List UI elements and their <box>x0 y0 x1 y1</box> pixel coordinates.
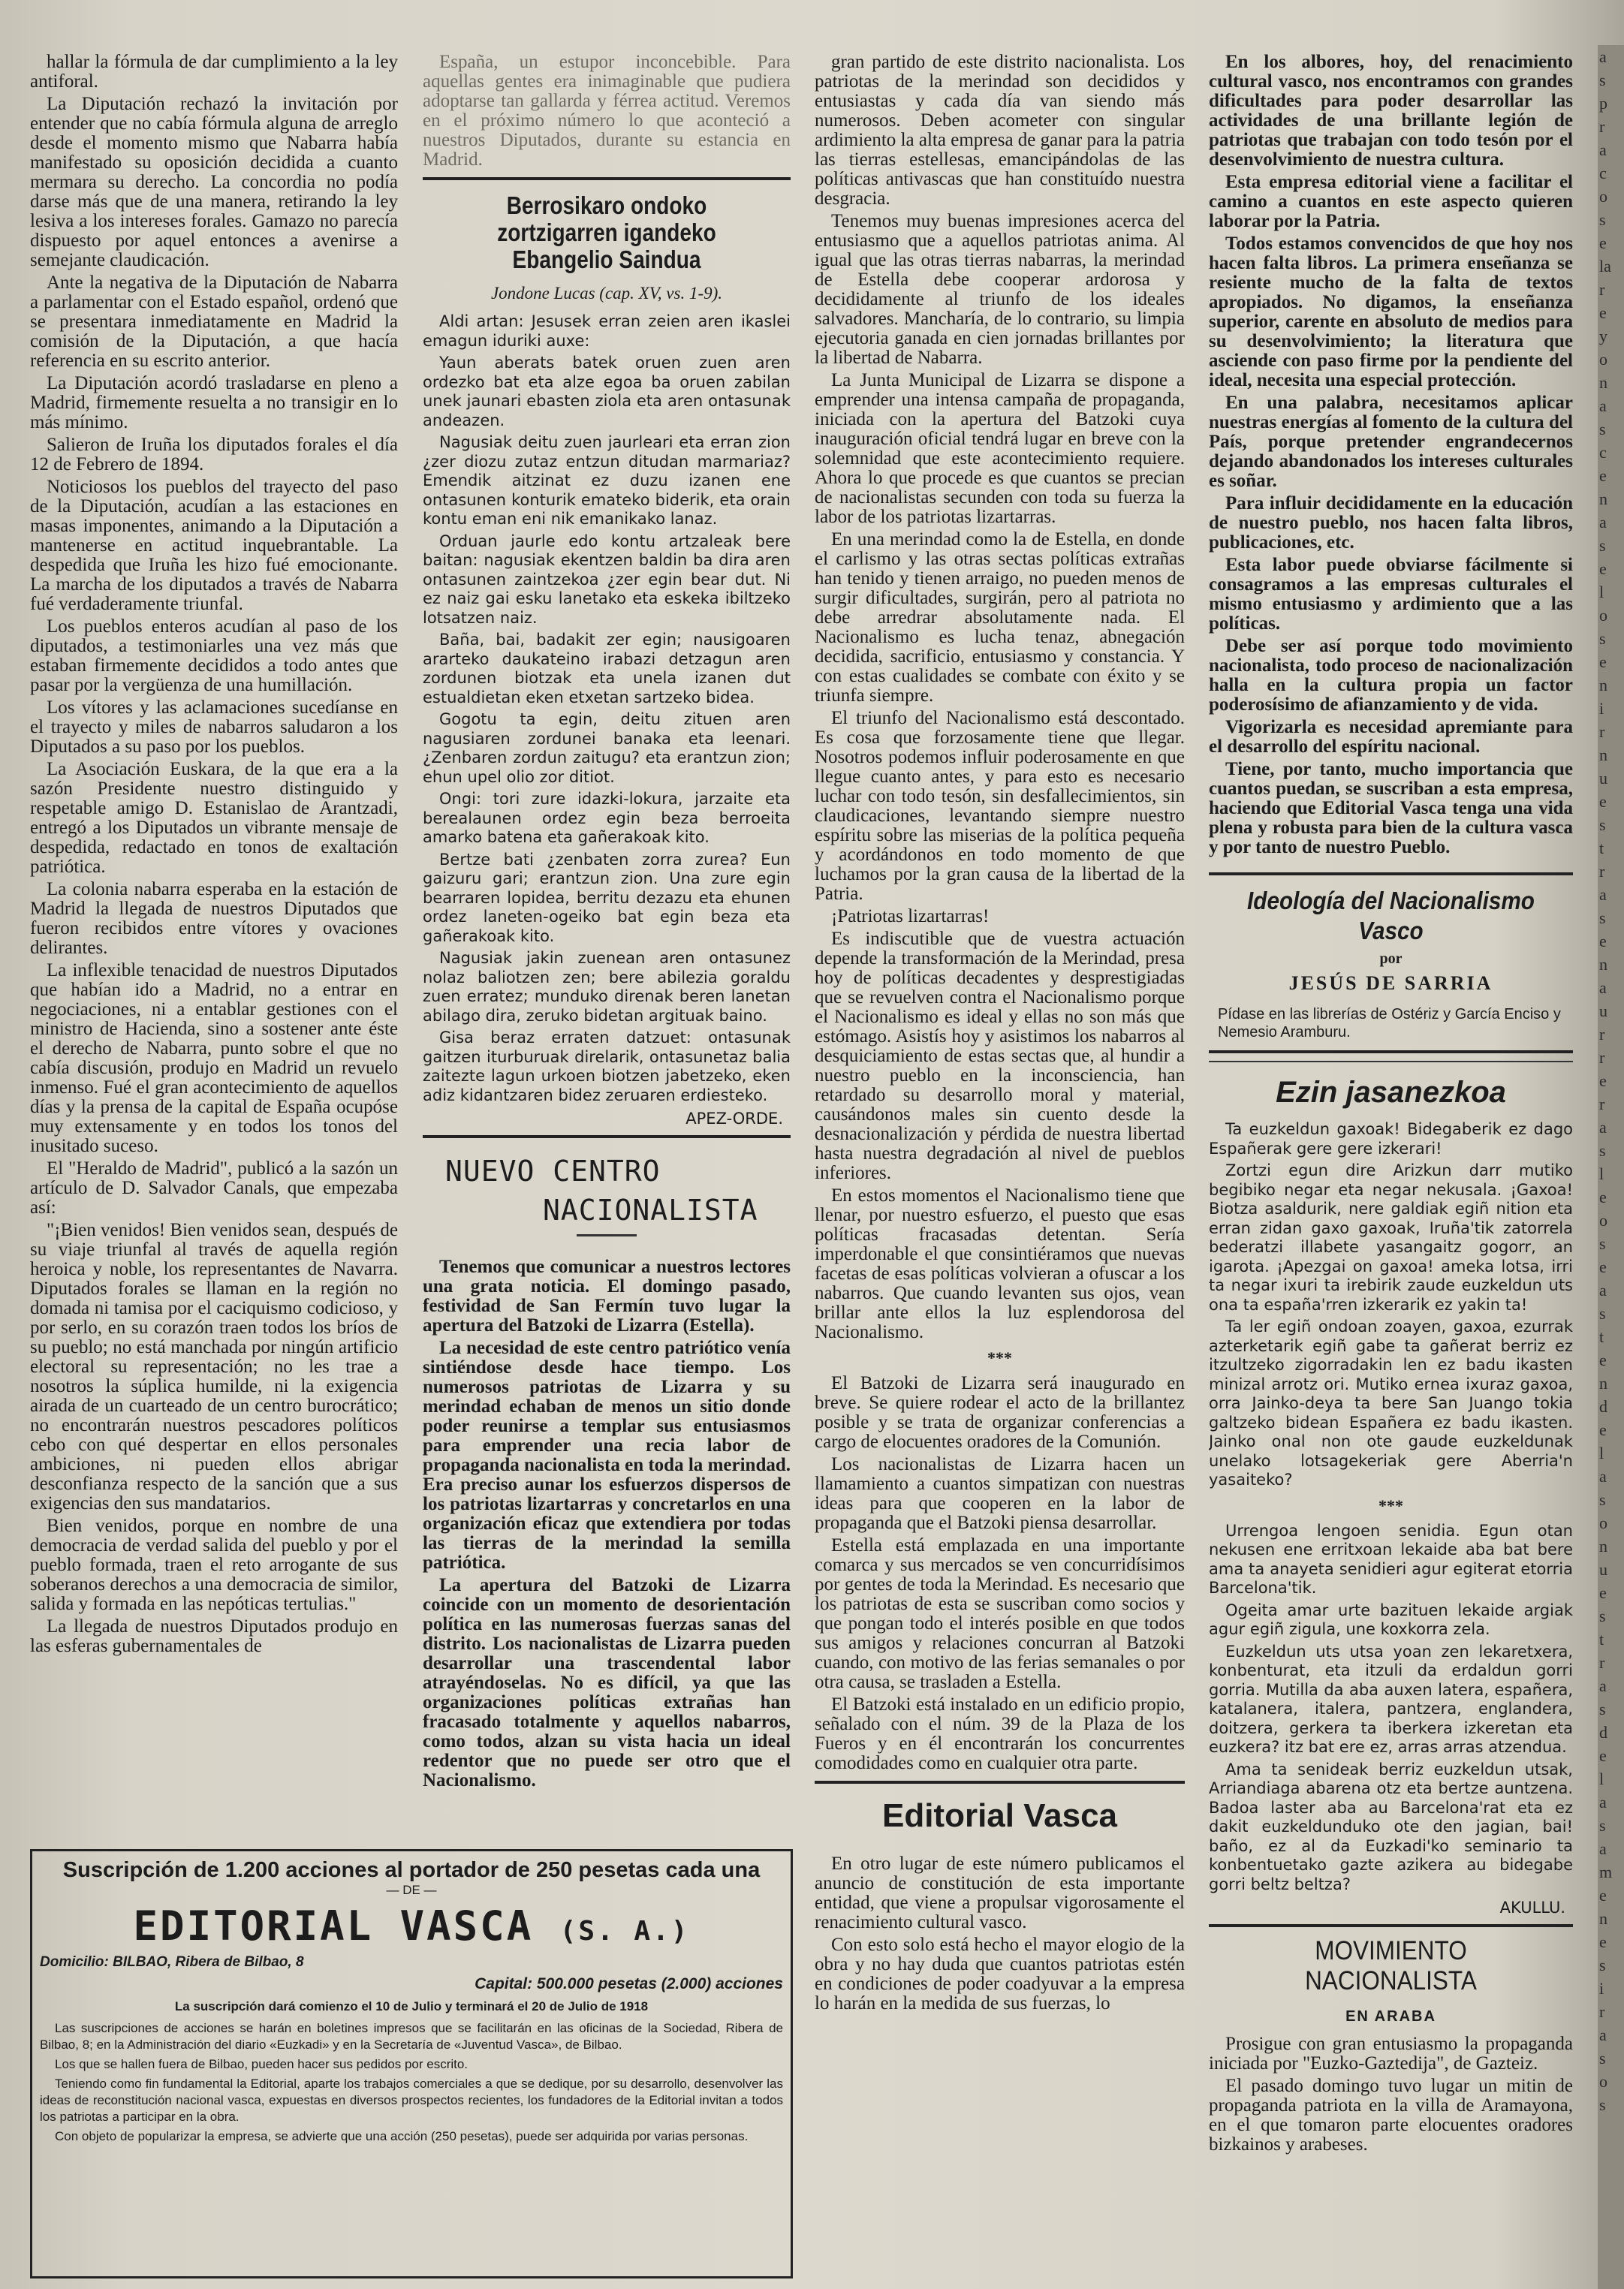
gospel-paragraph: Gisa beraz erraten datzuet: ontasunak gaitzen iturburuak direlarik, ontasunetaz balia zaitezte lagun urkoen biotzen jabetzeko, eken adiz kidantzaren bidez zeruaren erdiesteko. <box>423 1029 791 1104</box>
gospel-paragraph: Nagusiak jakin zuenean aren ontasunez nolaz baliotzen zen; bere abilezia goraldu zuen erratez; munduko direnak beren lanetan abilago dira, zeruko bidetan argituak baino. <box>423 949 791 1025</box>
gospel-signature: APEZ-ORDE. <box>685 1110 783 1128</box>
section-stars: *** <box>987 1348 1012 1367</box>
edge-letter: r <box>1599 1048 1605 1067</box>
edge-letter: a <box>1599 513 1607 532</box>
edge-letter: o <box>1599 606 1607 625</box>
article-paragraph: El triunfo del Nacionalismo está descontado. Es cosa que forzosamente tiene que llegar. Nosotros podemos influir poderosamente en que llegue cuanto antes, y para esto es necesario luchar con todo tesón, sin desfallecimientos, sin claudicaciones, levantando siempre nuestro espíritu sobre las miserias de la política pequeña y acordándonos en todo momento de que luchamos por la gran causa de la libertad de la Patria. <box>815 708 1185 904</box>
edge-letter: n <box>1599 745 1607 764</box>
article-paragraph: El Batzoki está instalado en un edificio propio, señalado con el núm. 39 de la Plaza de los Fueros y en él encontrarán los concurrentes comodidades como en cualquier otra parte. <box>815 1694 1185 1773</box>
edge-letter: s <box>1599 1700 1606 1718</box>
edge-letter: d <box>1599 1723 1607 1742</box>
edge-letter: r <box>1599 280 1605 299</box>
article-paragraph: Noticiosos los pueblos del trayecto del paso de la Diputación, acudían a las estaciones en masas imponentes, animando a la Diputación a mantenerse en actitud inquebrantable. La despedida que Iruña les hizo fué emocionante. La marcha de los diputados a través de Nabarra fué verdaderamente triunfal. <box>30 477 398 614</box>
edge-letter: s <box>1599 2049 1606 2068</box>
edge-letter: e <box>1599 1188 1607 1206</box>
gospel-paragraph: Nagusiak deitu zuen jaurleari eta erran zion ¿zer diozu zutaz entzun ditudan marmariaz? Emendik aitzinat ez duzu izanen ene ontasunen konturik emateko biderik, eta orain kontu eman eni nik emanikako lanaz. <box>423 433 791 528</box>
edge-letter: e <box>1599 1886 1607 1905</box>
edge-letter: i <box>1599 699 1604 718</box>
ad-domicile: Domicilio: BILBAO, Ribera de Bilbao, 8 <box>40 1954 304 1970</box>
ideologia-advertisement <box>1209 872 1573 1053</box>
column-4 <box>1209 53 1573 2282</box>
edge-letter: a <box>1599 2025 1607 2044</box>
edge-letter: a <box>1599 1793 1607 1812</box>
ad-note: Los que se hallen fuera de Bilbao, pueden hacer sus pedidos por escrito. <box>55 2057 469 2071</box>
article-paragraph: Debe ser así porque todo movimiento nacionalista, todo proceso de nacionalización halla en la cultura propia un factor poderosísimo de afianzamiento y de vida. <box>1209 636 1573 715</box>
article-paragraph: "¡Bien venidos! Bien venidos sean, después de su viaje triunfal al través de aquella región heroica y noble, los representantes de Navarra. Diputados forales se llaman en la región no domada ni tamisa por el caciquismo codicioso, y por serlo, en su corazón traen todos los bríos de su pueblo; no está manchada por ningún artificio electoral su representación; no les trae a nosotros la súplica humilde, ni la exigencia airada de un cuarteado de un centro burocrático; no encontrarán nuestros pescadores políticos cebo con qué despertar en ellos personales ambiciones, ni pueden ellos abrigar desconfianza respecto de la sanción que a sus exigencias den sus mandatarios. <box>30 1220 398 1513</box>
edge-letter: n <box>1599 1374 1607 1393</box>
section-stars: *** <box>1378 1495 1403 1515</box>
article-paragraph: En una merindad como la de Estella, en donde el carlismo y las otras sectas políticas extrañas han tenido y tienen arraigo, no pueden menos de surgir dificultades, surgirán, pero al patriota no debe arredrar absolutamente nada. El Nacionalismo es lucha tenaz, abnegación decidida, sacrificio, entusiasmo y constancia. Y con estas cualidades se combate con éxito y se triunfa siempre. <box>815 529 1185 706</box>
edge-letter: c <box>1599 443 1607 462</box>
article-paragraph: La colonia nabarra esperaba en la estación de Madrid la llegada de nuestros Diputados que fueron recibidos entre vítores y ovaciones delirantes. <box>30 879 398 958</box>
article-paragraph: Tenemos que comunicar a nuestros lectores una grata noticia. El domingo pasado, festividad de San Fermín tuvo lugar la apertura del Batzoki de Lizarra (Estella). <box>423 1257 791 1336</box>
article-paragraph: Para influir decididamente en la educación de nuestro pueblo, nos hacen falta libros, publicaciones, etc. <box>1209 493 1573 553</box>
article-paragraph: Con esto solo está hecho el mayor elogio de la obra y no hay duda que cuantos patriotas estén en condiciones de poder coadyuvar a la empresa lo harán en la medida de sus fuerzas, lo <box>815 1935 1185 2013</box>
edge-letter: e <box>1599 466 1607 485</box>
edge-letter: n <box>1599 676 1607 694</box>
edge-letter: l <box>1599 583 1604 601</box>
lizarra-article-end <box>815 1374 1185 1773</box>
ad-note: Teniendo como fin fundamental la Editorial, aparte los trabajos comerciales a que se dedique, por su desarrollo, desenvolver las ideas de reconstitución nacional vasca, expuestas en diversos prospectos recientes, los fundadores de la Editorial invitan a todos los patriotas a participar en la obra. <box>40 2077 783 2124</box>
edge-letter: a <box>1599 1839 1607 1858</box>
heading-line-1: NUEVO CENTRO <box>445 1155 661 1188</box>
section-divider <box>423 177 791 180</box>
ideologia-text: Pídase en las librerías de Ostériz y García Enciso y Nemesio Aramburu. <box>1218 1006 1561 1041</box>
ad-headline: Suscripción de 1.200 acciones al portador de 250 pesetas cada una <box>62 1858 761 1882</box>
ad-dates: La suscripción dará comienzo el 10 de Julio y terminará el 20 de Julio de 1918 <box>174 1999 649 2013</box>
ezin-jasanezkoa-heading: Ezin jasanezkoa <box>1276 1076 1506 1109</box>
section-divider <box>423 1135 791 1138</box>
article-paragraph: La llegada de nuestros Diputados produjo en las esferas gubernamentales de <box>30 1616 398 1656</box>
edge-letter: s <box>1599 210 1606 229</box>
article-paragraph: Ante la negativa de la Diputación de Nabarra a parlamentar con el Estado español, ordenó que se presentara inmediatamente en Madrid la comisión de la Diputación, a que hacía referencia en su escrito anterior. <box>30 273 398 371</box>
article-paragraph: Prosigue con gran entusiasmo la propaganda iniciada por "Euzko-Gaztedija", de Gazteiz. <box>1209 2034 1573 2074</box>
section-divider <box>1209 1061 1573 1062</box>
edge-letter: s <box>1599 1490 1606 1509</box>
gospel-citation: Jondone Lucas (cap. XV, vs. 1-9). <box>490 284 723 303</box>
article-paragraph: El "Heraldo de Madrid", publicó a la sazón un artículo de D. Salvador Canals, que empezaba así: <box>30 1158 398 1218</box>
edge-letter: n <box>1599 1537 1607 1556</box>
edge-letter: o <box>1599 1211 1607 1230</box>
article-paragraph: La necesidad de este centro patriótico venía sintiéndose desde hace tiempo. Los numerosos patriotas de Lizarra y su merindad echaban de menos un sitio donde poder reunirse a templar sus entusiasmos para emprender una recia labor de propaganda nacionalista en toda la merindad. Era preciso aunar los esfuerzos dispersos de los patriotas lizartarras y concretarlos en una organización eficaz que extendiera por todas las tierras de la merindad la semilla patriótica. <box>423 1338 791 1573</box>
article-paragraph: hallar la fórmula de dar cumplimiento a la ley antiforal. <box>30 53 398 92</box>
gospel-paragraph: Aldi artan: Jesusek erran zeien aren ikaslei emagun iduriki auxe: <box>423 312 791 350</box>
edge-letter: p <box>1599 94 1607 113</box>
editorial-vasca-article <box>815 1854 1185 2013</box>
article-paragraph: La Diputación rechazó la invitación por entender que no cabía fórmula alguna de arreglo desde el momento mismo que Nabarra había manifestado su oposición decidida a cuanto mermara su derecho. La concordia no podía darse más que de una manera, retirando la ley lesiva a los intereses forales. Gamazo no parecía dispuesto por aquel entonces a avenirse a semejante claudicación. <box>30 94 398 270</box>
basque-paragraph: Urrengoa lengoen senidia. Egun otan nekusen ene erritxoan lekaide aba bat bere ama ta anayeta senidieri agur egiterat etorria Barcelona'tik. <box>1209 1521 1573 1597</box>
edge-letter: e <box>1599 652 1607 671</box>
article-paragraph: Esta empresa editorial viene a facilitar el camino a cuantos en este aspecto quieren laborar por la Patria. <box>1209 172 1573 231</box>
edge-letter: s <box>1599 1816 1606 1835</box>
edge-letter: u <box>1599 1560 1607 1579</box>
article-paragraph: ¡Patriotas lizartarras! <box>831 906 990 926</box>
ad-note: Las suscripciones de acciones se harán en boletines impresos que se facilitarán en las oficinas de la Sociedad, Ribera de Bilbao, 8; en la Administración del diario «Euzkadi» y en la Secretaría de «Juventud Vasca», de Bilbao. <box>40 2021 783 2052</box>
edge-letter: y <box>1599 327 1607 345</box>
article-paragraph: Estella está emplazada en una importante comarca y sus mercados se ven concurridísimos por gentes de toda la Merindad. Es necesario que los patriotas de esta se suscriban como socios y que pongan todo el interés posible en que todos sus amigos y relaciones concurran al Batzoki cuando, con motivo de las ferias semanales o por otra causa, se trasladen a Estella. <box>815 1535 1185 1692</box>
ideologia-author: JESÚS DE SARRIA <box>1288 972 1493 994</box>
edge-letter: n <box>1599 489 1607 508</box>
article-paragraph: En otro lugar de este número publicamos el anuncio de constitución de esta importante entidad, que viene a propulsar vigorosamente el renacimiento cultural vasco. <box>815 1854 1185 1932</box>
gospel-paragraph: Bertze bati ¿zenbaten zorra zurea? Eun gaizuru gari; erantzun zion. Una zure egin bearraren lopidea, berritu dezazu eta ehunen ordez laneten-ogeiko bat egin beza eta gañerakoak kito. <box>423 850 791 945</box>
editorial-vasca-heading: Editorial Vasca <box>881 1797 1118 1834</box>
edge-letter: e <box>1599 1420 1607 1439</box>
ad-notes <box>40 2020 783 2145</box>
edge-letter: u <box>1599 1001 1607 1020</box>
edge-letter: s <box>1599 71 1606 89</box>
column-3 <box>815 53 1185 2282</box>
ad-title-suffix: (S. A.) <box>559 1916 690 1947</box>
ad-title-text: EDITORIAL VASCA <box>133 1902 534 1950</box>
akullu-signature: AKULLU. <box>1499 1899 1565 1917</box>
edge-letter: s <box>1599 1234 1606 1253</box>
short-divider <box>577 1234 637 1236</box>
edge-letter: o <box>1599 2072 1607 2091</box>
edge-letter: t <box>1599 839 1604 857</box>
basque-paragraph: Zortzi egun dire Arizkun darr mutiko begibiko negar eta negar nekusala. ¡Gaxoa! Biotza asaldurik, nere galdiak egiñ nition eta erran zidan gaxo gaxoak, Iruña'tik zatorrela bederatzi illabete yasangaitz gogorr, an igarota. ¡Apezgai on gaxoa! ameka lotsa, irri ta negar ixuri ta irebirik zaude euzkeldun uts ona ta españa'rren izkerarik ez yakin ta! <box>1209 1161 1573 1314</box>
ad-note: Con objeto de popularizar la empresa, se advierte que una acción (250 pesetas), puede ser adquirida por varias personas. <box>55 2129 749 2143</box>
ezin-jasanezkoa-text-2 <box>1209 1522 1573 1895</box>
edge-letter: e <box>1599 1932 1607 1951</box>
ad-title <box>40 1902 783 1950</box>
edge-letter: e <box>1599 233 1607 252</box>
movimiento-heading: MOVIMIENTO NACIONALISTA <box>1305 1936 1477 1995</box>
article-paragraph: El pasado domingo tuvo lugar un mitin de propaganda patriota en la villa de Aramayona, en el que tomaron parte elocuentes oradores bizkainos y arabeses. <box>1209 2076 1573 2155</box>
nuevo-centro-article <box>423 1257 791 1791</box>
edge-letter: d <box>1599 1397 1607 1416</box>
edge-letter: s <box>1599 1607 1606 1625</box>
ideologia-title: Ideología del Nacionalismo Vasco <box>1247 887 1535 944</box>
edge-letter: r <box>1599 1095 1605 1113</box>
edge-letter: o <box>1599 1513 1607 1532</box>
edge-letter: n <box>1599 1909 1607 1928</box>
heading-line-2: NACIONALISTA <box>543 1194 758 1227</box>
article-paragraph: Todos estamos convencidos de que hoy nos hacen falta libros. La primera enseñanza se resiente mucho de la falta de textos apropiados. No digamos, la enseñanza superior, carente en absoluto de medios para su desenvolvimiento; la literatura que asciende con paso firme por la pendiente del ideal, necesita una especial protección. <box>1209 233 1573 390</box>
edge-letter: e <box>1599 303 1607 322</box>
edge-letter: e <box>1599 559 1607 578</box>
gospel-paragraph: Yaun aberats batek oruen zuen aren ordezko bat eta alze egoa ba oruen zabilan unek jaunari ebasten ziola eta aren ontasunak andeazen. <box>423 354 791 429</box>
article-paragraph: La Diputación acordó trasladarse en pleno a Madrid, firmemente resuelta a no transigir en lo más mínimo. <box>30 373 398 432</box>
basque-paragraph: Euzkeldun uts utsa yoan zen lekaretxera, konbenturat, eta itzuli da erdaldun gorri gorria. Mutilla da aba auxen latera, españera, katalanera, italera, pantzera, englandera, doitzera, gerkera ta iberkera izkeretan eta euzkera? itz bat ere ez, arras arras atzendua. <box>1209 1642 1573 1756</box>
edge-letter: la <box>1599 257 1611 276</box>
article-paragraph: Tiene, por tanto, mucho importancia que cuantos puedan, se suscriban a esta empresa, haciendo que Editorial Vasca tenga una vida plena y robusta para bien de la cultura vasca y por tanto de nuestro Pueblo. <box>1209 759 1573 857</box>
editorial-vasca-article-continued <box>1209 53 1573 857</box>
ideologia-por: por <box>1379 950 1403 967</box>
movimiento-article <box>1209 2034 1573 2155</box>
ad-capital: Capital: 500.000 pesetas (2.000) acciones <box>475 1975 783 1992</box>
edge-letter: c <box>1599 164 1607 182</box>
edge-letter: l <box>1599 1164 1604 1183</box>
edge-letter: t <box>1599 1327 1604 1346</box>
basque-paragraph: Ama ta senideak berriz euzkeldun utsak, Arriandiaga abarena otz eta bertze auntzena. Badoa laster aba au Barcelona'rat eta ez dakit euzkeldunduko ote den jagian, bai! baño, ez al da Euzkadi'ko seminario ta konbentuetako gazte azikera au bidegabe gorri beltz beltza? <box>1209 1760 1573 1893</box>
article-paragraph: El Batzoki de Lizarra será inaugurado en breve. Se quiere rodear el acto de la brillantez posible y se trata de organizar conferencias a cargo de elocuentes oradores de la Comunión. <box>815 1373 1185 1452</box>
article-paragraph: La Asociación Euskara, de la que era a la sazón Presidente nuestro distinguido y respetable amigo D. Estanislao de Arantzadi, entregó a los Diputados un vibrante mensaje de despedida, redactado en tonos de exaltación patriótica. <box>30 759 398 877</box>
basque-paragraph: Ta ler egiñ ondoan zoayen, gaxoa, ezurrak azterketarik egiñ gabe ta gañerat berriz ez itzultzeko zigorradakin len ez badu ikasten minizal arrotz ori. Mutiko ernea ixuraz gaxoa, orra Jainko-deya ta bere San Juango tokia galtzeko bidean Españera ez badu ikasten. Jainko onal non ote gaude euzkeldunak unelako lotsagekeriak gere Aberria'n yasaiteko? <box>1209 1318 1573 1489</box>
edge-letter: r <box>1599 862 1605 881</box>
gospel-paragraph: Baña, bai, badakit zer egin; nausigoaren ararteko daukateino irabazi detzagun aren zordunen biotzak eta unela izanen dut estualdietan eken etxetan sartzeko bidea. <box>423 631 791 706</box>
article-paragraph: En una palabra, necesitamos aplicar nuestras energías al fomento de la cultura del País, porque pretender engrandecernos dejando abandonados los intereses culturales es soñar. <box>1209 393 1573 491</box>
article-paragraph: En estos momentos el Nacionalismo tiene que llenar, por nuestro esfuerzo, el puesto que esas políticas fracasadas detentan. Sería imperdonable el que consintiéramos que nuevas facetas de esas políticas volvieran a ofuscar a los nabarros. Que cuando levanten sus ojos, vean brillar ante ellos la luz esplendorosa del Nacionalismo. <box>815 1185 1185 1342</box>
ad-de: — DE — <box>386 1883 437 1897</box>
edge-letter: o <box>1599 187 1607 206</box>
edge-letter: s <box>1599 536 1606 555</box>
edge-letter: s <box>1599 815 1606 834</box>
article-paragraph: Esta labor puede obviarse fácilmente si consagramos a las empresas culturales el mismo entusiasmo y ardimiento que a las políticas. <box>1209 555 1573 634</box>
ezin-jasanezkoa-text <box>1209 1120 1573 1490</box>
edge-letter: a <box>1599 1676 1607 1695</box>
edge-letter: s <box>1599 1304 1606 1323</box>
edge-letter: a <box>1599 1281 1607 1300</box>
edge-letter: e <box>1599 1351 1607 1369</box>
edge-letter: m <box>1599 1863 1613 1881</box>
edge-letter: e <box>1599 1257 1607 1276</box>
edge-letter: a <box>1599 396 1607 415</box>
article-paragraph: gran partido de este distrito nacionalista. Los patriotas de la merindad son decididos y entusiastas y cada día van siendo más numerosos. Deben acometer con singular ardimiento la alta empresa de ganar para la patria las tierras estellesas, emancipándolas de las políticas antivascas que han constituído nuestra desgracia. <box>815 53 1185 209</box>
edge-letter: s <box>1599 1956 1606 1974</box>
edge-letter: a <box>1599 885 1607 904</box>
edge-letter: a <box>1599 47 1607 66</box>
edge-letter: a <box>1599 1118 1607 1137</box>
editorial-vasca-advertisement <box>30 1849 793 2278</box>
edge-letter: r <box>1599 117 1605 136</box>
edge-letter: n <box>1599 373 1607 392</box>
edge-letter: r <box>1599 2002 1605 2021</box>
article-paragraph: La inflexible tenacidad de nuestros Diputados que habían ido a Madrid, no a entrar en negociaciones, ni a entablar gestiones con el ministro de Hacienda, sino a sostener ante éste el derecho de Nabarra, punto sobre el que no cabía discusión, produjo en Madrid un revuelo inmenso. Fué el gran acontecimiento de aquellos días y la prensa de la capital de España ocupóse muy extensamente y en todos los tonos del inusitado suceso. <box>30 960 398 1156</box>
edge-letter: s <box>1599 2095 1606 2114</box>
basque-paragraph: Ogeita amar urte bazituen lekaide argiak agur egiñ zigula, une koxkorra zela. <box>1209 1601 1573 1638</box>
edge-letter: e <box>1599 792 1607 811</box>
lizarra-article-continued <box>815 53 1185 1342</box>
edge-letter: n <box>1599 955 1607 974</box>
adjacent-page-edge <box>1598 45 1624 2289</box>
edge-letter: u <box>1599 769 1607 788</box>
article-paragraph: Los pueblos enteros acudían al paso de los diputados, a testimoniarles una vez más que estaban firmemente decididos a todo antes que pasar por la vergüenza de una humillación. <box>30 616 398 695</box>
continuation-paragraph: España, un estupor inconcebible. Para aquellas gentes era inimaginable que pudiera adoptarse tan gallarda y férrea actitud. Veremos en el próximo número lo que aconteció a nuestros Diputados, durante su estancia en Madrid. <box>423 53 791 170</box>
article-paragraph: En los albores, hoy, del renacimiento cultural vasco, nos encontramos con grandes dificultades para poder desarrollar las actividades de una brillante legión de patriotas que trabajan con todo tesón por el desenvolvimiento de nuestra cultura. <box>1209 53 1573 170</box>
section-divider <box>1209 1924 1573 1927</box>
article-paragraph: La apertura del Batzoki de Lizarra coincide con un momento de desorientación política en las numerosas fuerzas sanas del distrito. Los nacionalistas de Lizarra pueden desarrollar una trascendental labor atrayéndoselas. No es difícil, ya que las organizaciones políticas extrañas han fracasado totalmente y aquellos nabarros, como todos, alzan su vista hacia un ideal redentor que no puede ser otro que el Nacionalismo. <box>423 1575 791 1791</box>
edge-letter: i <box>1599 1979 1604 1998</box>
edge-letter: o <box>1599 350 1607 369</box>
edge-letter: a <box>1599 1467 1607 1486</box>
gospel-paragraph: Gogotu ta egin, deitu zituen aren nagusiaren zordunei banaka eta leenari. ¿Zenbaren zordun zaitugu? eta erantzun zion; ehun upel olio zor ditiot. <box>423 710 791 786</box>
edge-letter: s <box>1599 908 1606 927</box>
article-paragraph: Vigorizarla es necesidad apremiante para el desarrollo del espíritu nacional. <box>1209 717 1573 757</box>
gospel-paragraph: Orduan jaurle edo kontu artzaleak bere baitan: nagusiak ekentzen baldin ba dira aren ontasunen zaintzekoa ¿zer egin bear dut. Ni ez naiz gai esku lanetako eta eskeka ibiltzeko lotsatzen naiz. <box>423 532 791 627</box>
movimiento-subheading: EN ARABA <box>1345 2008 1436 2025</box>
edge-letter: a <box>1599 140 1607 159</box>
edge-letter: e <box>1599 1583 1607 1602</box>
edge-letter: l <box>1599 1444 1604 1462</box>
edge-letter: s <box>1599 420 1606 438</box>
article-paragraph: Bien venidos, porque en nombre de una democracia de verdad salida del pueblo y por el pueblo formada, traen el reto arrogante de sus soberanos derechos a una democracia de similor, salida y formada en las nepóticas tertulias." <box>30 1516 398 1614</box>
edge-letter: r <box>1599 1653 1605 1672</box>
edge-letter: e <box>1599 1746 1607 1765</box>
nuevo-centro-heading <box>423 1152 791 1230</box>
article-paragraph: Salieron de Iruña los diputados forales el día 12 de Febrero de 1894. <box>30 435 398 474</box>
edge-letter: r <box>1599 1025 1605 1044</box>
edge-letter: e <box>1599 932 1607 950</box>
article-paragraph: Es indiscutible que de vuestra actuación depende la transformación de la Merindad, presa hoy de políticas decadentes y desprestigiadas que se revuelven contra el Nacionalismo porque el Nacionalismo es ideal y ellas no son más que estómago. Asistís hoy y asistimos los nabarros al desquiciamiento de estas sectas que, al hundir a nuestro pueblo en la inconsciencia, han retardado su desarrollo moral y material, causándonos males sin cuento desde la desnacionalización y pérdida de nuestra libertad hasta nuestra degradación al nivel de pueblos inferiores. <box>815 929 1185 1183</box>
edge-letter: s <box>1599 1141 1606 1160</box>
section-divider <box>815 1781 1185 1784</box>
article-paragraph: La Junta Municipal de Lizarra se dispone a emprender una intensa campaña de propaganda, iniciada con la apertura del Batzoki cuya inauguración oficial tendrá lugar en breve con la solemnidad que este acontecimiento requiere. Ahora lo que procede es que cuantos se precian de nacionalistas secunden con toda su fuerza la labor de los patriotas lizartarras. <box>815 370 1185 527</box>
article-paragraph: Los vítores y las aclamaciones sucedíanse en el trayecto y miles de nabarros saludaron a los Diputados a su paso por los pueblos. <box>30 697 398 757</box>
edge-letter: t <box>1599 1630 1604 1649</box>
basque-gospel-text <box>423 312 791 1105</box>
article-paragraph: Tenemos muy buenas impresiones acerca del entusiasmo que a aquellos patriotas anima. Al igual que las otras tierras nabarras, la merindad de Estella debe cooperar ardorosa y decididamente al triunfo de los ideales salvadores. Mancharía, de lo contrario, su limpia ejecutoria ganada en cien jornadas brillantes por la libertad de Nabarra. <box>815 211 1185 368</box>
edge-letter: l <box>1599 1769 1604 1788</box>
basque-gospel-heading: Berrosikaro ondoko zortzigarren igandeko Ebangelio Saindua <box>497 191 716 273</box>
edge-letter: e <box>1599 1071 1607 1090</box>
basque-paragraph: Ta euzkeldun gaxoak! Bidegaberik ez dago Españerak gere gere izkerari! <box>1209 1120 1573 1158</box>
gospel-paragraph: Ongi: tori zure idazki-lokura, jarzaite eta berealaunen ordez egin beza berroeita amarko batena eta gañerakoak kito. <box>423 790 791 846</box>
edge-letter: r <box>1599 722 1605 741</box>
article-paragraph: Los nacionalistas de Lizarra hacen un llamamiento a cuantos simpatizan con nuestras ideas para que cooperen en la labor de propaganda que el Batzoki piensa desarrollar. <box>815 1454 1185 1533</box>
edge-letter: a <box>1599 978 1607 997</box>
edge-letter: s <box>1599 629 1606 648</box>
